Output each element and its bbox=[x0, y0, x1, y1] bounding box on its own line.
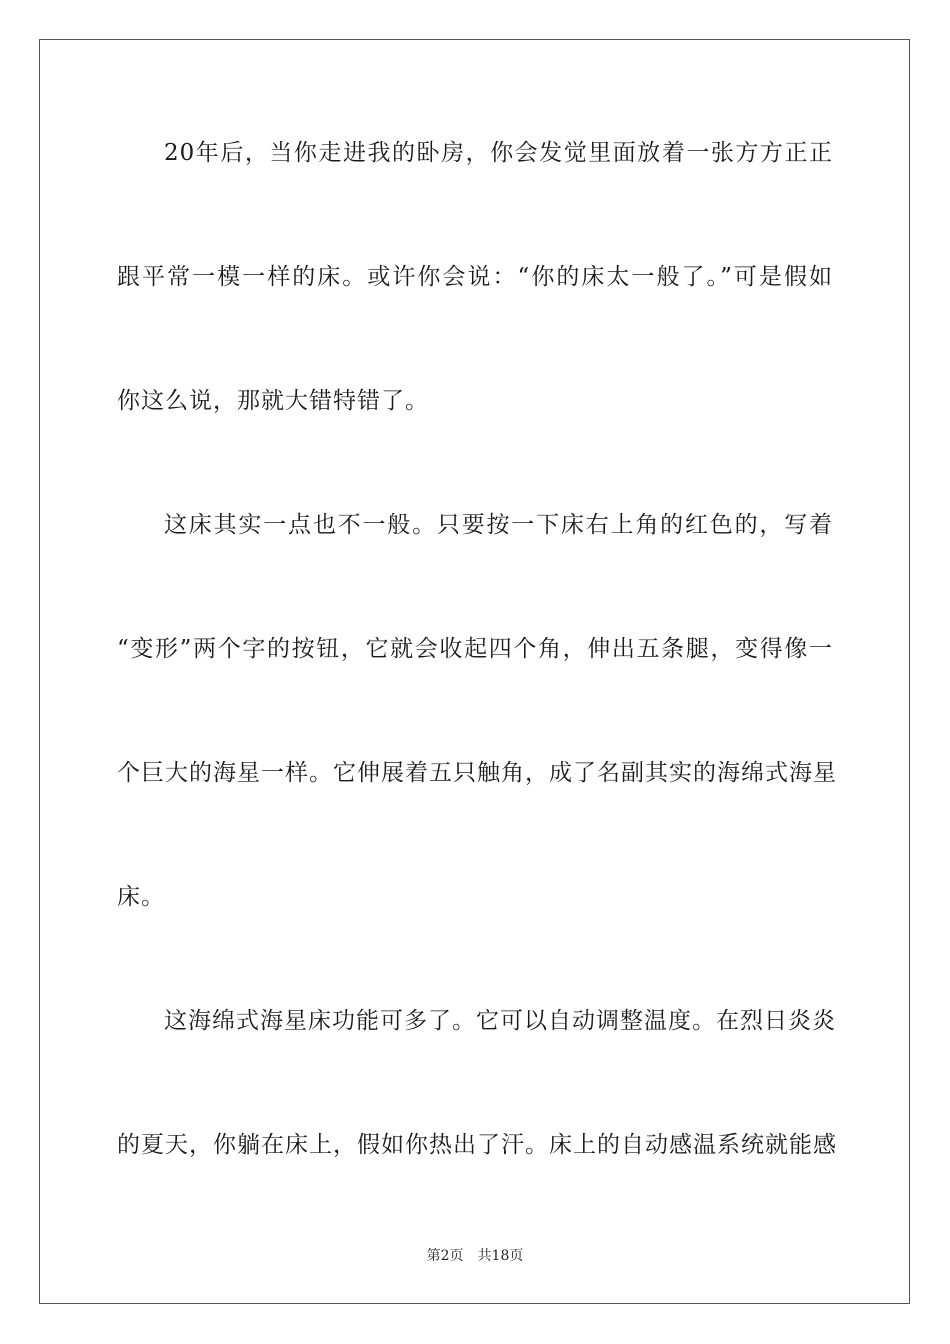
paragraph-2-line-4: 床。 bbox=[117, 884, 165, 910]
page-footer bbox=[0, 1246, 950, 1266]
page-number: 第2页 bbox=[426, 1248, 464, 1264]
paragraph-3-line-1: 这海绵式海星床功能可多了。它可以自动调整温度。在烈日炎炎 bbox=[164, 1008, 836, 1034]
paragraph-3-line-2: 的夏天，你躺在床上，假如你热出了汗。床上的自动感温系统就能感 bbox=[117, 1132, 837, 1158]
paragraph-2-line-3: 个巨大的海星一样。它伸展着五只触角，成了名副其实的海绵式海星 bbox=[117, 760, 837, 786]
paragraph-1-line-3: 你这么说，那就大错特错了。 bbox=[117, 388, 429, 414]
paragraph-2-line-2: “变形”两个字的按钮，它就会收起四个角，伸出五条腿，变得像一 bbox=[117, 636, 833, 662]
page-frame bbox=[39, 39, 910, 1304]
paragraph-2-line-1: 这床其实一点也不一般。只要按一下床右上角的红色的，写着 bbox=[164, 512, 833, 538]
total-pages: 共18页 bbox=[477, 1248, 524, 1264]
paragraph-1-line-1: 20年后，当你走进我的卧房，你会发觉里面放着一张方方正正 bbox=[164, 140, 833, 166]
paragraph-1-line-2: 跟平常一模一样的床。或许你会说：“你的床太一般了。”可是假如 bbox=[117, 264, 833, 290]
